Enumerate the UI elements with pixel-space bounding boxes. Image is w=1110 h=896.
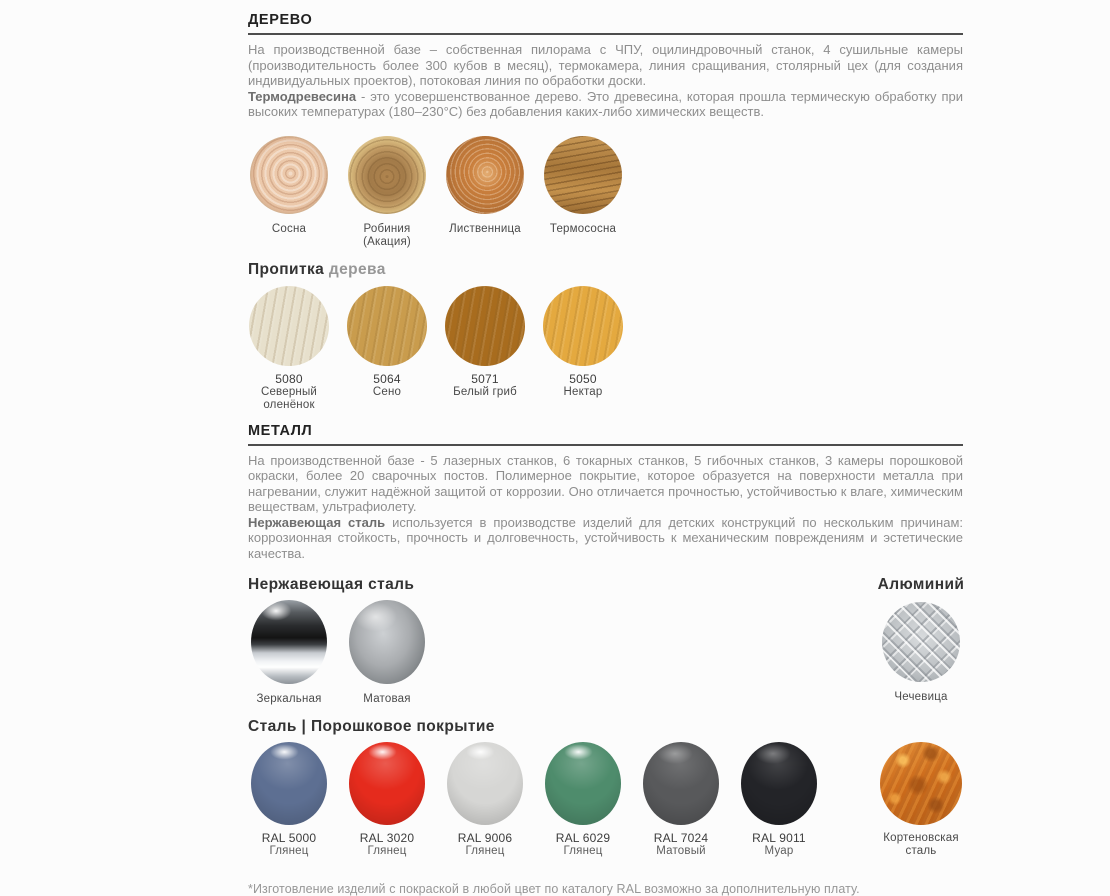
swatch-label: Чечевица — [894, 691, 948, 703]
impregnation-title-main: Пропитка — [248, 260, 325, 278]
impregnation-name: Северный оленёнок — [260, 385, 318, 411]
swatch-label: Робиния (Акация) — [363, 222, 411, 248]
section-divider — [248, 33, 963, 35]
impregnation-code: 5050 — [569, 371, 597, 386]
stainless-term: Нержавеющая сталь — [248, 514, 386, 530]
color-5080-swatch — [249, 286, 329, 366]
thermowood-term: Термодревесина — [248, 88, 357, 104]
wood-paragraph-1: На производственной базе – собственная пилорама с ЧПУ, оцилиндровочный станок, 4 сушильные камеры (производительность более 300 кубов в месяц), термокамера, линия сращивания, столярный цех (для создания индивидуальных проектов), потоковая линия по обработки доски. — [248, 42, 963, 88]
ral-footnote: *Изготовление изделий с покраской в любой цвет по каталогу RAL возможно за дополнительную плату. — [248, 882, 860, 896]
impregnation-swatch-5064 — [338, 286, 436, 412]
ral-code: RAL 5000 — [261, 831, 317, 845]
stainless-title: Нержавеющая сталь — [248, 576, 415, 593]
robinia-wood-image — [348, 136, 426, 214]
corten-label: Кортеновская сталь — [883, 832, 959, 857]
color-5064-swatch — [347, 286, 427, 366]
swatch-label: Термососна — [549, 222, 617, 235]
swatch-caption — [373, 366, 401, 407]
matte-steel-sphere — [349, 600, 425, 684]
catalog-page — [248, 13, 963, 896]
ral-finish: Глянец — [465, 845, 505, 857]
powder-swatch-ral9011 — [730, 742, 828, 858]
aluminum-title: Алюминий — [877, 576, 965, 593]
larch-wood-image — [446, 136, 524, 214]
ral7024-sphere — [643, 742, 719, 825]
wood-swatch-thermopine — [534, 136, 632, 249]
ral-finish: Глянец — [367, 845, 407, 857]
powder-title-separator: | — [296, 718, 311, 735]
thermowood-text: - это усовершенствованное дерево. Это древесина, которая прошла термическую обработку при высоких температурах (180–230°C) без добавления каких-либо химических веществ. — [248, 88, 963, 119]
wood-paragraph-2 — [248, 89, 963, 120]
ral-code: RAL 9011 — [752, 831, 806, 845]
ral-finish: Глянец — [269, 845, 309, 857]
impregnation-swatch-5071 — [436, 286, 534, 412]
wood-swatch-robinia — [338, 136, 436, 249]
ral-finish: Матовый — [656, 845, 706, 857]
checker-plate-image — [882, 602, 960, 682]
powder-swatch-ral7024 — [632, 742, 730, 858]
impregnation-name: Нектар — [563, 385, 603, 398]
stainless-aluminum-block — [248, 576, 963, 706]
stainless-swatch-matte — [338, 600, 436, 706]
ral-finish: Муар — [764, 845, 794, 857]
impregnation-swatch-5050 — [534, 286, 632, 412]
powder-title-coating: Порошковое покрытие — [310, 718, 495, 735]
ral9011-sphere — [741, 742, 817, 825]
powder-swatch-ral6029 — [534, 742, 632, 858]
impregnation-name: Сено — [372, 385, 402, 398]
ral-finish: Глянец — [563, 845, 603, 857]
wood-swatch-larch — [436, 136, 534, 249]
swatch-label: Лиственница — [449, 222, 521, 235]
impregnation-title-sub: дерева — [324, 260, 386, 278]
section-divider — [248, 444, 963, 446]
wood-description — [248, 42, 963, 120]
swatch-label: Зеркальная — [256, 693, 322, 705]
ral3020-sphere — [349, 742, 425, 825]
impregnation-row — [240, 286, 963, 412]
swatch-caption — [240, 366, 338, 412]
thermopine-wood-image — [544, 136, 622, 214]
swatch-caption — [453, 366, 517, 407]
swatch-label: Матовая — [363, 693, 411, 705]
impregnation-code: 5071 — [471, 371, 499, 386]
powder-coating-title — [248, 718, 963, 736]
ral9006-sphere — [447, 742, 523, 825]
powder-title-steel: Сталь — [248, 718, 297, 735]
wood-section-title: ДЕРЕВО — [248, 12, 313, 28]
powder-swatch-ral3020 — [338, 742, 436, 858]
impregnation-code: 5064 — [373, 371, 401, 386]
metal-paragraph-2 — [248, 515, 963, 562]
ral-code: RAL 3020 — [359, 831, 415, 845]
impregnation-code: 5080 — [275, 371, 303, 386]
swatch-caption — [564, 366, 603, 407]
stainless-text: используется в производстве изделий для детских конструкций по нескольким причинам: коррозионная стойкость, прочность и долговечность, устойчивость к механическим повреждениям и эстетические качества. — [248, 514, 964, 561]
powder-swatch-ral5000 — [240, 742, 338, 858]
aluminum-column — [879, 576, 963, 706]
powder-colors-row — [240, 742, 963, 858]
metal-section-title: МЕТАЛЛ — [248, 422, 313, 439]
color-5050-swatch — [543, 286, 623, 366]
color-5071-swatch — [445, 286, 525, 366]
ral-code: RAL 7024 — [653, 831, 709, 845]
mirror-steel-sphere — [251, 600, 327, 684]
wood-species-row — [240, 136, 963, 249]
stainless-swatch-mirror — [240, 600, 338, 706]
ral5000-sphere — [251, 742, 327, 825]
impregnation-name: Белый гриб — [453, 385, 517, 398]
powder-swatch-corten — [879, 742, 963, 858]
ral-code: RAL 6029 — [555, 831, 611, 845]
pine-wood-image — [250, 136, 328, 214]
metal-description — [248, 453, 963, 562]
wood-swatch-pine — [240, 136, 338, 249]
metal-paragraph-1: На производственной базе - 5 лазерных станков, 6 токарных станков, 5 гибочных станков, 3 камеры порошковой окраски, более 20 сварочных постов. Полимерное покрытие, которое образуется на поверхности металла при нагревании, служит надёжной защитой от коррозии. Оно отличается прочностью, устойчивостью к влаге, химическим веществам, ультрафиолету. — [248, 452, 963, 514]
impregnation-title — [248, 261, 963, 279]
impregnation-swatch-5080 — [240, 286, 338, 412]
powder-swatch-ral9006 — [436, 742, 534, 858]
stainless-column — [248, 576, 436, 706]
stainless-row — [240, 600, 436, 706]
corten-steel-image — [880, 742, 962, 825]
ral6029-sphere — [545, 742, 621, 825]
swatch-label: Сосна — [271, 222, 307, 235]
ral-code: RAL 9006 — [457, 831, 513, 845]
